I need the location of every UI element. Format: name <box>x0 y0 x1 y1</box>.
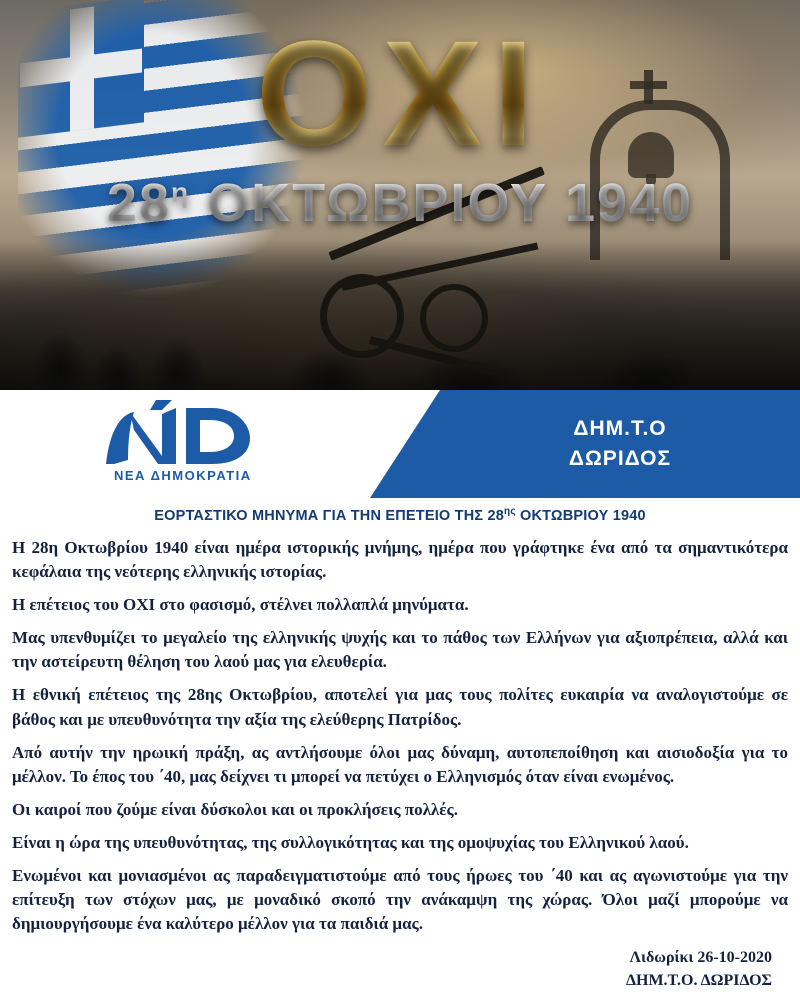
paragraph: Οι καιροί που ζούμε είναι δύσκολοι και οι προκλήσεις πολλές. <box>12 799 458 819</box>
signature-place-date: Λιδωρίκι 26-10-2020 <box>629 948 772 966</box>
bell-icon <box>628 132 674 178</box>
nea-dimokratia-wordmark: ΝΕΑ ΔΗΜΟΚΡΑΤΙΑ <box>114 468 252 483</box>
paragraph: Ενωμένοι και μονιασμένοι ας παραδειγματιστούμε από τους ήρωες του ΄40 και ας αγωνιστούμε για την επίτευξη των στόχων μας, με μοναδικό σκοπό την ανάκαμψη της χώρας. Όλοι μαζί μπορούμε να δημιουργήσουμε ένα καλύτερο μέλλον για τα παιδιά μας. <box>12 866 788 934</box>
organization-line-1: ΔΗΜ.Τ.Ο <box>573 416 667 440</box>
brand-bar <box>0 390 800 498</box>
document-title <box>12 506 788 524</box>
organization-line-2: ΔΩΡΙΔΟΣ <box>568 447 672 470</box>
paragraph: Η εθνική επέτειος της 28ης Οκτωβρίου, αποτελεί για μας τους πολίτες ευκαιρία να αναλογιστούμε σε βάθος και με υπευθυνότητα την αξία της ελεύθερης Πατρίδος. <box>12 685 788 729</box>
nea-dimokratia-logo <box>100 398 350 490</box>
gun-wheel-left <box>320 274 404 358</box>
bell-clapper <box>646 174 656 186</box>
signature-organization: ΔΗΜ.Τ.Ο. ΔΩΡΙΔΟΣ <box>625 971 772 989</box>
cross-arm <box>630 81 667 89</box>
paragraph: Είναι η ώρα της υπευθυνότητας, της συλλογικότητας και της ομοψυχίας του Ελληνικού λαού. <box>12 833 689 853</box>
message-body <box>0 498 800 992</box>
bell-arch <box>590 100 730 260</box>
artillery-gun-silhouette <box>300 232 600 362</box>
paragraph: Από αυτήν την ηρωική πράξη, ας αντλήσουμε όλοι μας δύναμη, αυτοπεποίθηση και αισιοδοξία για το μέλλον. Το έπος του ΄40, μας δείχνει τι μπορεί να πετύχει ο Ελληνισμός όταν είναι ενωμένος. <box>12 742 788 786</box>
organization-block <box>370 390 800 498</box>
paragraph: Η επέτειος του ΟΧΙ στο φασισμό, στέλνει πολλαπλά μηνύματα. <box>12 595 469 615</box>
signature-block <box>12 946 788 992</box>
document-title-superscript: ης <box>504 506 516 517</box>
gun-wheel-right <box>420 284 488 352</box>
document-title-suffix: ΟΚΤΩΒΡΙΟΥ 1940 <box>515 507 646 524</box>
hero-banner <box>0 0 800 390</box>
paragraph: Μας υπενθυμίζει το μεγαλείο της ελληνικής ψυχής και το πάθος των Ελλήνων για αξιοπρέπεια, αλλά και την αστείρευτη θέληση του λαού μας για ελευθερία. <box>12 628 788 672</box>
document-title-prefix: ΕΟΡΤΑΣΤΙΚΟ ΜΗΝΥΜΑ ΓΙΑ ΤΗΝ ΕΠΕΤΕΙΟ ΤΗΣ 28 <box>154 507 505 524</box>
paragraph: Η 28η Οκτωβρίου 1940 είναι ημέρα ιστορικής μνήμης, ημέρα που γράφτηκε ένα από τα σημαντικότερα κεφάλαια της νεότερης ελληνικής ιστορίας. <box>12 537 788 581</box>
